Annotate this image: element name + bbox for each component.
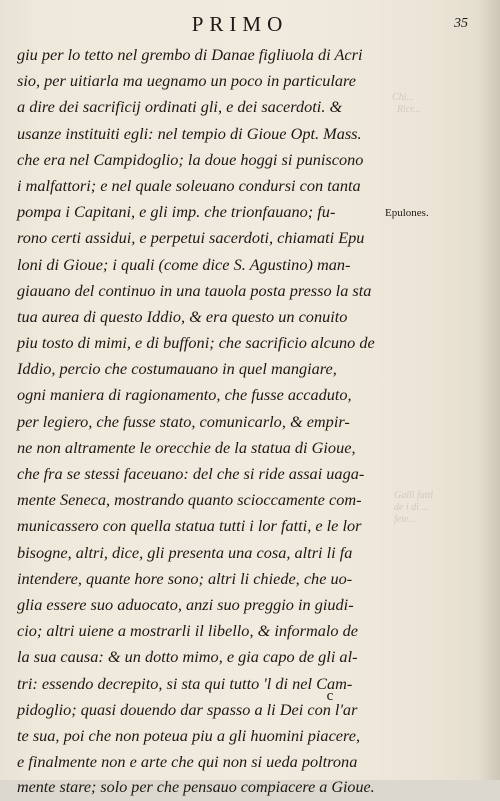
page-number: 35 [454, 16, 468, 31]
marginal-note: Epulones. [385, 207, 429, 219]
running-head: PRIMO [191, 12, 289, 36]
show-through-text: Chi... Ricr... [392, 92, 421, 115]
text-line: i malfattori; e nel quale soleuano condursi con tanta [17, 175, 361, 195]
text-line: ne non altramente le orecchie de la statua di Gioue, [17, 437, 356, 457]
text-line: a dire dei sacrificij ordinati gli, e dei sacerdoti. & [17, 97, 343, 117]
text-line: mente stare; solo per che pensauo compiacere a Gioue. [17, 779, 375, 797]
text-line: sio, per uitiarla ma uegnamo un poco in particulare [17, 71, 357, 91]
text-line: tua aurea di questo Iddio, & era questo un conuito [17, 306, 348, 326]
text-line: che fra se stessi faceuano: del che si ride assai uaga- [17, 464, 365, 483]
text-line: la sua causa: & un dotto mimo, e gia capo de gli al- [17, 647, 358, 667]
show-through-text: Galli fatti de i di ... fete... [394, 490, 434, 525]
text-line: pompa i Capitani, e gli imp. che trionfauano; fu- [17, 202, 336, 222]
text-line: municassero con quella statua tutti i lor fatti, e le lor [17, 516, 362, 536]
text-line: che era nel Campidoglio; la doue hoggi si puniscono [17, 149, 364, 169]
text-line: glia essere suo aduocato, anzi suo preggio in giudi- [17, 594, 354, 614]
text-line: bisogne, altri, dice, gli presenta una cosa, altri li fa [17, 542, 353, 562]
text-line: Iddio, percio che costumauano in quel mangiare, [17, 359, 337, 379]
catchword: c [326, 688, 334, 704]
text-line: te sua, poi che non poteua piu a gli huomini piacere, [17, 725, 361, 745]
text-line: piu tosto di mimi, e di buffoni; che sacrificio alcuno de [17, 333, 375, 353]
text-line: pidoglio; quasi douendo dar spasso a li Dei con l'ar [17, 699, 358, 719]
text-line: per legiero, che fusse stato, comunicarlo, & empir- [17, 411, 350, 431]
text-line: giu per lo tetto nel grembo di Danae figliuola di Acri [17, 45, 363, 64]
text-line: intendere, quante hore sono; altri li chiede, che uo- [17, 568, 353, 588]
text-line: loni di Gioue; i quali (come dice S. Agustino) man- [17, 254, 351, 274]
text-line: mente Seneca, mostrando quanto scioccamente com- [17, 490, 362, 510]
text-line: rono certi assidui, e perpetui sacerdoti, chiamati Epu [17, 228, 365, 248]
text-line: ogni maniera di ragionamento, che fusse accaduto, [17, 385, 352, 405]
text-line: usanze instituiti egli: nel tempio di Gioue Opt. Mass. [17, 123, 362, 143]
text-line: tri: essendo decrepito, si sta qui tutto 'l di nel Cam- [17, 673, 353, 693]
text-line: e finalmente non e arte che qui non si ueda poltrona [17, 752, 358, 772]
text-line: giauano del continuo in una tauola posta presso la sta [17, 280, 372, 300]
text-line: cio; altri uiene a mostrarli il libello, & informalo de [17, 621, 358, 641]
